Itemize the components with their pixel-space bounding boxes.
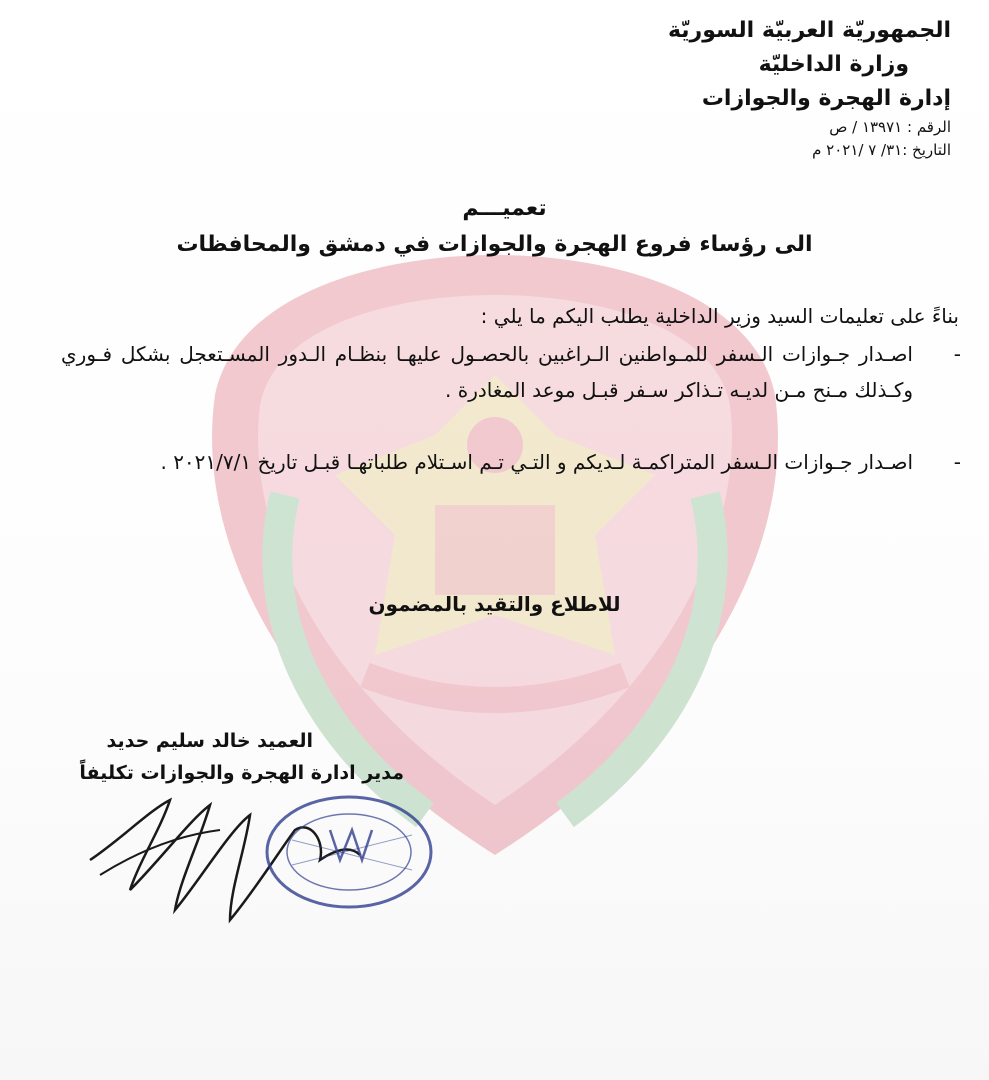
signatory-title: مدير ادارة الهجرة والجوازات تكليفاً bbox=[79, 762, 404, 784]
bullet-text: اصـدار جـوازات الـسفر للمـواطنين الـراغبين بالحصـول عليهـا بنظـام الـدور المسـتعجل بشكل فـوري وكـذلك مـنح مـن لديـه تـذاكر سـفر قبـل موعد المغادرة . bbox=[61, 342, 913, 402]
header-department: إدارة الهجرة والجوازات bbox=[701, 86, 951, 111]
official-stamp-icon bbox=[262, 790, 437, 915]
bullet-item-1 bbox=[61, 336, 961, 408]
closing-text: للاطلاع والتقيد بالمضمون bbox=[368, 592, 621, 616]
signatory-name: العميد خالد سليم حديد bbox=[106, 730, 313, 752]
header-country: الجمهوريّة العربيّة السوريّة bbox=[667, 18, 951, 43]
bullet-item-2 bbox=[61, 444, 961, 480]
bullet-text: اصـدار جـوازات الـسفر المتراكمـة لـديكم و التـي تـم اسـتلام طلباتهـا قبـل تاريخ ٢٠٢١/٧/١ . bbox=[160, 450, 913, 474]
bullet-dash: - bbox=[953, 342, 961, 366]
addressee: الى رؤساء فروع الهجرة والجوازات في دمشق والمحافظات bbox=[176, 232, 813, 257]
intro-text: بناءً على تعليمات السيد وزير الداخلية يطلب اليكم ما يلي : bbox=[480, 304, 959, 328]
ref-date: التاريخ :٣١/ ٧ /٢٠٢١ م bbox=[812, 141, 951, 159]
bullet-dash: - bbox=[953, 450, 961, 474]
ref-number: الرقم : ١٣٩٧١ / ص bbox=[829, 118, 951, 136]
document-title: تعميـــم bbox=[462, 196, 547, 221]
header-ministry: وزارة الداخليّة bbox=[758, 52, 909, 77]
